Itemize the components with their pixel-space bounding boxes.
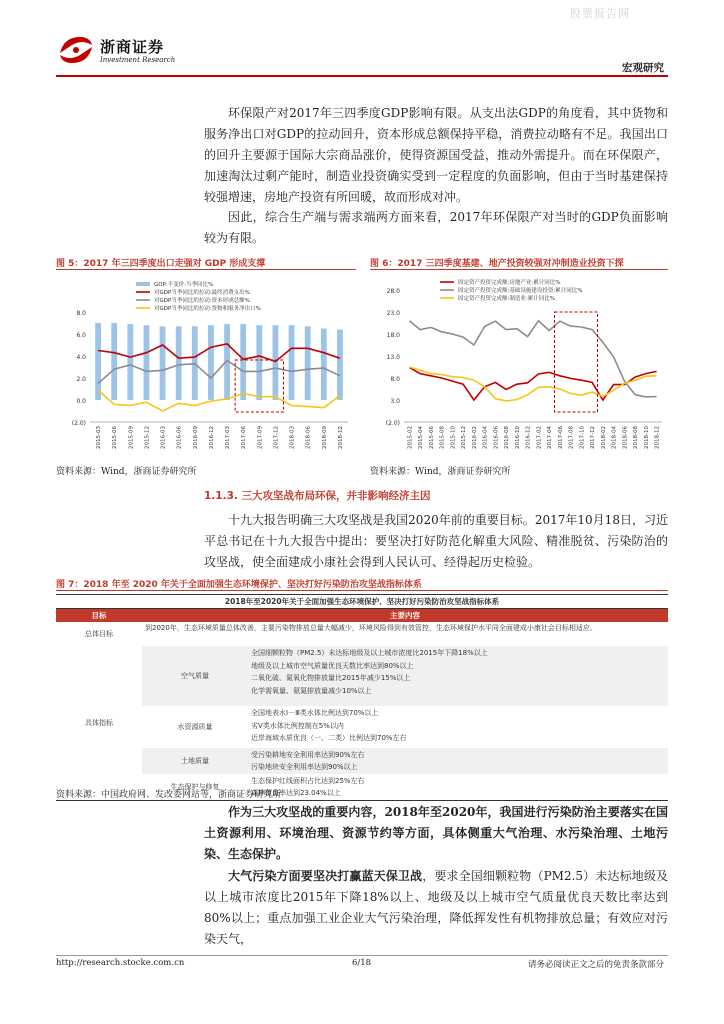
figure-6-chart: [370, 272, 668, 460]
figure-7-title: 图 7：2018 年至 2020 年关于全面加强生态环境保护、坚决打好污染防治攻坚战指标体系: [56, 580, 422, 590]
paragraph-4: 作为三大攻坚战的重要内容，2018年至2020年，我国进行污染防治主要落实在国土资源利用、环境治理、资源节约等方面，具体侧重大气治理、水污染治理、土地污染、生态保护。: [204, 805, 668, 861]
x-tick-label: 2017-10: [579, 426, 586, 450]
figure-7-rule: [56, 590, 668, 591]
category-air-items: [248, 646, 668, 706]
table-item: 污染地块安全利用率达到90%以上: [251, 763, 358, 771]
series-line: [98, 344, 340, 362]
paragraph-5: [204, 866, 668, 950]
y-tick-label: 13.0: [386, 354, 400, 361]
x-tick-label: 2016-02: [471, 426, 478, 450]
column-header-goal: 目标: [56, 609, 142, 623]
x-tick-label: 2016-12: [525, 425, 532, 449]
x-tick-label: 2017-06: [241, 426, 248, 449]
table-item: 生态保护红线面积占比达到25%左右: [251, 777, 365, 785]
x-tick-label: 2017-12: [273, 425, 280, 449]
x-tick-label: 2015-08: [439, 425, 446, 449]
paragraph-5-body: ，要求全国细颗粒物（PM2.5）未达标地级及以上城市浓度比2015年下降18%以上、地级及以上城市空气质量优良天数比率达到80%以上；重点加强工业企业大气污染治理，降低挥发性有机物排放总量；有效应对污染天气，: [204, 869, 668, 946]
y-tick-label: 23.0: [386, 310, 400, 317]
y-tick-label: 3.0: [390, 398, 400, 405]
bar: [95, 323, 101, 400]
bar: [337, 330, 343, 400]
watermark: 股票报告网: [570, 7, 630, 20]
y-tick-label: 2.0: [76, 376, 86, 383]
x-tick-label: 2016-08: [504, 425, 511, 449]
figure-6-source: 资料来源：Wind，浙商证券研究所: [370, 467, 511, 477]
paragraph-1: 环保限产对2017年三四季度GDP影响有限。从支出法GDP的角度看，其中货物和服务净出口对GDP的拉动回升，资本形成总额保持平稳，消费拉动略有不足。我国出口的回升主要源于国际大宗商品涨价，使得资源国受益，推动外需提升。而在环保限产，加速淘汰过剩产能时，制造业投资确实受到一定程度的负面影响，但由于当时基建保持较强增速，房地产投资有所回暖，故而形成对冲。: [204, 106, 668, 204]
paragraph-5-lead: 大气污染方面要坚决打赢蓝天保卫战: [228, 869, 423, 883]
bar: [160, 326, 166, 400]
bar: [176, 326, 182, 400]
x-tick-label: 2018-04: [611, 425, 618, 449]
table-item: 全国地表水Ⅰ－Ⅲ类水体比例达到70%以上: [251, 709, 379, 717]
x-tick-label: 2018-06: [305, 426, 312, 449]
x-tick-label: 2015-12: [144, 425, 151, 449]
series-line: [409, 321, 656, 397]
section-label: 宏观研究: [622, 62, 664, 74]
category-ecology: 生态保护与修复: [170, 783, 220, 791]
column-header-content: 主要内容: [142, 609, 668, 623]
table-item: 地级及以上城市空气质量优良天数比率达到80%以上: [251, 661, 414, 670]
bar: [289, 325, 295, 400]
category-land: 土地质量: [181, 757, 209, 765]
x-tick-label: 2015-03: [96, 426, 103, 450]
x-tick-label: 2018-09: [321, 425, 328, 449]
indicator-table: [56, 594, 668, 801]
category-land-items: [248, 748, 668, 774]
paragraph-3: 十九大报告明确三大攻坚战是我国2020年前的重要目标。2017年10月18日，习近平总书记在十九大报告中提出：要坚决打好防范化解重大风险、精准脱贫、污染防治的攻坚战，使全面建成小康社会得到人民认可、经得起历史检验。: [204, 513, 668, 569]
section-heading: 1.1.3. 三大攻坚战布局环保，并非影响经济主因: [204, 490, 431, 502]
bar: [127, 324, 133, 400]
footer-url[interactable]: http://research.stocke.com.cn: [56, 958, 185, 968]
bar: [256, 325, 262, 400]
bar: [144, 325, 150, 400]
x-tick-label: 2017-04: [547, 425, 554, 449]
x-tick-label: 2016-03: [160, 426, 167, 450]
figure-5-rule: [56, 269, 356, 270]
figure-5-title: 图 5：2017 年三四季度出口走强对 GDP 形成支撑: [56, 259, 266, 269]
series-line: [409, 367, 656, 400]
figure-5-chart: [56, 272, 356, 460]
y-tick-label: 8.0: [390, 376, 400, 383]
x-tick-label: 2017-12: [590, 425, 597, 449]
x-tick-label: 2016-12: [208, 425, 215, 449]
series-line: [98, 360, 340, 383]
bar: [111, 323, 117, 400]
legend-swatch: [136, 282, 150, 286]
x-tick-label: 2015-10: [450, 426, 457, 450]
x-tick-label: 2018-06: [622, 426, 629, 450]
y-tick-label: 0.0: [76, 398, 86, 405]
y-tick-label: (2.0): [385, 420, 400, 427]
header-divider: [56, 75, 668, 77]
x-tick-label: 2018-10: [643, 426, 650, 450]
figure-7-source: 资料来源：中国政府网、发改委网站等，浙商证券研究所: [56, 790, 282, 800]
figure-5-source: 资料来源：Wind，浙商证券研究所: [56, 467, 197, 477]
y-tick-label: (2.0): [71, 420, 86, 427]
table-item: 森林覆盖率达到23.04%以上: [251, 789, 341, 797]
x-tick-label: 2015-06: [428, 426, 435, 450]
x-tick-label: 2017-08: [568, 425, 575, 449]
legend-label: 对GDP当季同比的拉动:最终消费支出%: [154, 290, 250, 296]
paragraph-2: 因此，综合生产端与需求端两方面来看，2017年环保限产对当时的GDP负面影响较为有限。: [204, 210, 668, 245]
category-ecology-items: [248, 774, 668, 801]
legend-label: 对GDP当季同比的拉动:资本形成总额%: [154, 298, 250, 304]
x-tick-label: 2018-12: [337, 425, 344, 449]
x-tick-label: 2018-08: [633, 425, 640, 449]
legend-label: 固定资产投资完成额:房地产业:累计同比%: [458, 280, 561, 286]
table-item: 化学需氧量、氨氮排放量减少10%以上: [251, 686, 372, 695]
logo-subtitle: Investment Research: [100, 56, 176, 64]
series-line: [98, 390, 340, 411]
legend-label: 固定资产投资完成额:制造业:累计同比%: [458, 296, 555, 302]
category-water-items: [248, 706, 668, 748]
x-tick-label: 2015-04: [418, 425, 425, 449]
x-tick-label: 2015-02: [407, 426, 414, 450]
x-tick-label: 2015-06: [112, 426, 119, 449]
legend-label: 固定资产投资完成额:基础设施建设投资:累计同比%: [458, 288, 583, 294]
bar: [240, 324, 246, 400]
page-number: 6/18: [352, 958, 372, 968]
y-tick-label: 18.0: [386, 332, 400, 339]
y-tick-label: 6.0: [76, 332, 86, 339]
logo-text: 浙商证券: [100, 38, 165, 56]
x-tick-label: 2017-09: [257, 425, 264, 449]
bar: [305, 326, 311, 400]
overall-goal-text: 到2020年，生态环境质量总体改善，主要污染物排放总量大幅减少，环境风险得到有效管控，生态环境保护水平同全面建成小康社会目标相适应。: [145, 624, 597, 632]
x-tick-label: 2016-10: [514, 426, 521, 450]
overall-goal-label: 总体目标: [85, 630, 113, 638]
y-tick-label: 28.0: [386, 288, 400, 295]
bar: [273, 325, 279, 400]
x-tick-label: 2018-02: [600, 426, 607, 450]
table-item: 二氧化硫、氮氧化物排放量比2015年减少15%以上: [251, 674, 411, 682]
x-tick-label: 2015-12: [461, 425, 468, 449]
x-tick-label: 2015-09: [128, 425, 135, 449]
x-tick-label: 2016-04: [482, 425, 489, 449]
legend-label: 对GDP当季同比的拉动:货物和服务净出口%: [154, 306, 261, 312]
figure-6-rule: [370, 269, 668, 270]
y-tick-label: 4.0: [76, 354, 86, 361]
category-water: 水资源质量: [177, 723, 213, 731]
x-tick-label: 2016-06: [493, 426, 500, 450]
specific-label: 具体指标: [56, 646, 142, 801]
x-tick-label: 2016-09: [192, 425, 199, 449]
x-tick-label: 2017-03: [225, 426, 232, 450]
x-tick-label: 2018-12: [654, 425, 661, 449]
bar: [321, 329, 327, 401]
footer-disclaimer: 请务必阅读正文之后的免责条款部分: [527, 960, 664, 970]
bar: [208, 325, 214, 400]
logo-icon: [56, 33, 96, 67]
x-tick-label: 2018-03: [289, 426, 296, 450]
x-tick-label: 2017-06: [557, 426, 564, 450]
x-tick-label: 2016-06: [176, 426, 183, 449]
footer-divider: [56, 955, 668, 956]
table-item: 全国细颗粒物（PM2.5）未达标地级及以上城市浓度比2015年下降18%以上: [251, 649, 488, 657]
table-item: 劣V类水体比例控制在5%以内: [251, 721, 344, 730]
table-title: 2018年至2020年关于全面加强生态环境保护、坚决打好污染防治攻坚战指标体系: [56, 595, 668, 609]
table-item: 近岸海域水质优良（一、二类）比例达到70%左右: [251, 734, 407, 742]
legend-label: GDP:不变价:当季同比%: [154, 282, 214, 288]
table-item: 受污染耕地安全利用率达到90%左右: [251, 751, 365, 759]
category-air: 空气质量: [181, 672, 209, 680]
x-tick-label: 2017-02: [536, 426, 543, 450]
y-tick-label: 8.0: [76, 310, 86, 317]
figure-6-title: 图 6：2017 三四季度基建、地产投资较强对冲制造业投资下探: [370, 259, 624, 269]
